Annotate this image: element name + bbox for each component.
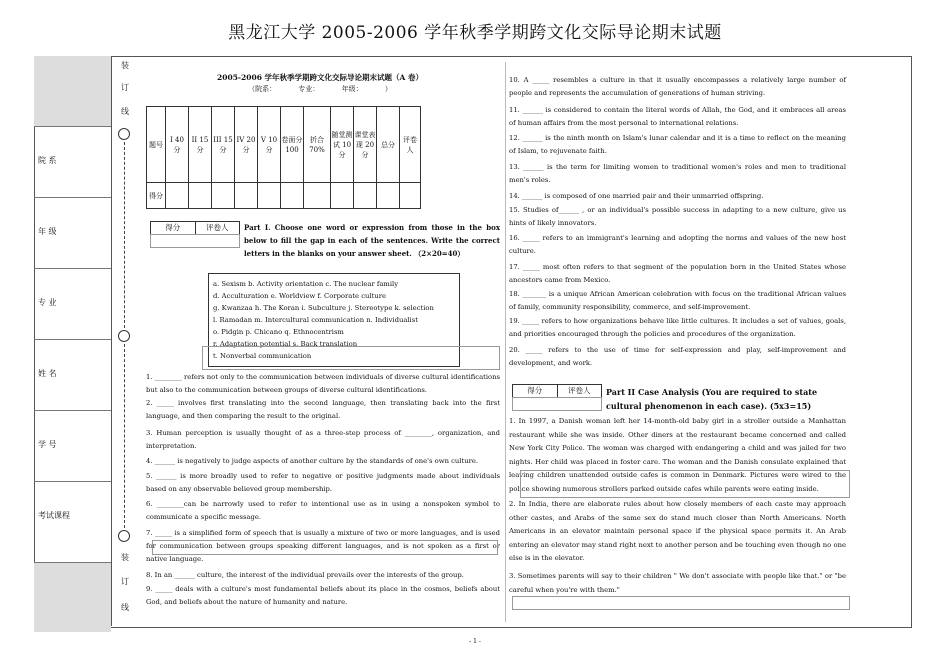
question-item: 8. In an ______ culture, the interest of the individual prevails over the interests of the group. bbox=[146, 571, 464, 579]
info-cell-course bbox=[34, 482, 111, 563]
info-cell-major bbox=[34, 269, 111, 340]
score-cell[interactable] bbox=[354, 183, 377, 209]
info-cell-blank bbox=[34, 56, 111, 127]
score-cell[interactable] bbox=[166, 183, 189, 209]
score-label: 得分 bbox=[513, 385, 558, 397]
score-cell[interactable] bbox=[189, 183, 212, 209]
question-item: 18. _______ is a unique African American celebration with focus on the traditional African values of family, community responsibility, commerce, and self-improvement. bbox=[509, 290, 846, 311]
score-cell[interactable] bbox=[377, 183, 400, 209]
score-cell[interactable] bbox=[400, 183, 421, 209]
close-paren: ） bbox=[384, 85, 392, 93]
score-cell[interactable] bbox=[235, 183, 258, 209]
info-cell-student-id bbox=[34, 411, 111, 482]
question-item: 4. ______ is negatively to judge aspects of another culture by the standards of one's own culture. bbox=[146, 457, 479, 465]
score-cell[interactable] bbox=[258, 183, 281, 209]
part2-instructions: Part II Case Analysis (You are required to state cultural phenomenon in each case). (5x3=15) bbox=[606, 387, 818, 411]
sheet-subtitle bbox=[150, 84, 490, 94]
question-item: 7. _____ is a simplified form of speech that is usually a mixture of two or more languages, and is used for communication between groups speaking different languages, and is not spoken as a first or native language. bbox=[146, 529, 500, 563]
word-line: l. Ramadan m. Intercultural communication n. Individualist bbox=[213, 316, 418, 324]
score-header: V 10 分 bbox=[258, 107, 281, 183]
student-info-column bbox=[34, 56, 112, 626]
score-header: IV 20 分 bbox=[235, 107, 258, 183]
binding-char: 订 bbox=[121, 577, 129, 586]
grade-label: 年级： bbox=[341, 85, 363, 93]
score-label: 得分 bbox=[151, 222, 196, 234]
score-row-label: 得分 bbox=[147, 183, 166, 209]
case-item: 3. Sometimes parents will say to their children " We don't associate with people like that." or "be careful when you're with them." bbox=[509, 572, 846, 594]
page-title: 黑龙江大学 2005-2006 学年秋季学期跨文化交际导论期末试题 bbox=[228, 23, 722, 43]
question-item: 9. _____ deals with a culture's most fundamental beliefs about its place in the cosmos, beliefs about God, and beliefs about the nature of humanity and nature. bbox=[146, 585, 500, 606]
question-item: 14. ______ is composed of one married pair and their unmarried offspring. bbox=[509, 192, 764, 200]
binding-hole-icon bbox=[118, 530, 130, 542]
column-divider bbox=[505, 62, 506, 622]
question-item: 19. _____ refers to how organizations behave like little cultures. It includes a set of values, goals, and priorities encouraged through the policies and procedures of the organization. bbox=[509, 317, 846, 338]
info-cell-blank-bottom bbox=[34, 563, 111, 632]
score-header: 折合 70% bbox=[304, 107, 331, 183]
score-header: 评卷人 bbox=[400, 107, 421, 183]
binding-hole-icon bbox=[118, 330, 130, 342]
binding-char: 线 bbox=[121, 603, 129, 612]
answer-box[interactable] bbox=[512, 596, 850, 610]
binding-dash bbox=[124, 142, 125, 328]
question-item: 13. ______ is the term for limiting women to traditional women's roles and men to traditional men's roles. bbox=[509, 163, 846, 184]
question-item: 12. ______ is the ninth month on Islam's lunar calendar and it is a time to reflect on the meaning of Islam, to rejuvenate faith. bbox=[509, 134, 846, 155]
binding-char: 线 bbox=[121, 107, 129, 116]
word-line: g. Kwanzaa h. The Koran i. Subculture j. Stereotype k. selection bbox=[213, 304, 434, 312]
score-header: 随堂测试 10 分 bbox=[331, 107, 354, 183]
info-label-course: 考试课程 bbox=[38, 511, 70, 520]
score-header: 总分 bbox=[377, 107, 400, 183]
question-item: 3. Human perception is usually thought of as a three-step process of ________, organization, and interpretation. bbox=[146, 429, 500, 450]
word-line: r. Adaptation potential s. Back translation bbox=[213, 340, 358, 348]
case-item: 1. In 1997, a Danish woman left her 14-month-old baby girl in a stroller outside a Manhattan restaurant while she was inside. Other diners at the restaurant became concerned and called New York City Police. The woman was charged with endangering a child and was jailed for two nights. Her child was placed in foster care. The woman and the Danish consulate explained that leaving children unattended outside cafes is common in Denmark. Pictures were wired to the police showing numerous strollers parked outside cafes while parents were eating inside. bbox=[509, 417, 846, 493]
score-cell[interactable] bbox=[331, 183, 354, 209]
score-header: II 15 分 bbox=[189, 107, 212, 183]
binding-line bbox=[118, 56, 132, 626]
question-item: 2. _____ involves first translating into the second language, then translating back into the first language, and then comparing the result to the original. bbox=[146, 399, 500, 420]
part1-grader-box bbox=[150, 221, 240, 235]
sheet-title: 2005-2006 学年秋季学期跨文化交际导论期末试题（A 卷） bbox=[217, 73, 423, 82]
part1-instructions: Part I. Choose one word or expression from those in the box below to fill the gap in each of the sentences. Write the correct letters in the blanks on your answer sheet. （2×20=40） bbox=[244, 223, 500, 258]
question-item: 11. ______ is considered to contain the literal words of Allah, the God, and it embraces all areas of human affairs from the most personal to international relations. bbox=[509, 106, 846, 127]
score-cell[interactable] bbox=[304, 183, 331, 209]
part2-grader-input[interactable] bbox=[512, 397, 602, 411]
grader-label: 评卷人 bbox=[568, 386, 591, 395]
binding-dash bbox=[124, 344, 125, 528]
case-item: 2. In India, there are elaborate rules about how closely members of each caste may approach other castes, and Arabs of the same sex do stand much closer than North Americans. North Americans in an elevator maintain personal space if the physical space permits it. An Arab entering an elevator may stand right next to another person and be touching even though no one else is in the elevator. bbox=[509, 500, 846, 563]
info-cell-name bbox=[34, 340, 111, 411]
info-label-student-id: 学 号 bbox=[38, 440, 57, 449]
question-item: 5. ______ is more broadly used to refer to negative or positive judgments made about individuals based on any observable believed group membership. bbox=[146, 472, 500, 493]
question-item: 10. A _____ resembles a culture in that it usually encompasses a relatively large number of people and represents the accumulation of generations of human striving. bbox=[509, 76, 846, 97]
score-header: 课堂表现 20 分 bbox=[354, 107, 377, 183]
question-item: 1. ________ refers not only to the communication between individuals of diverse cultural identifications but also to the communication between groups of diverse cultural identifications. bbox=[146, 373, 500, 394]
score-header: III 15 分 bbox=[212, 107, 235, 183]
score-header: 卷面分 100 bbox=[281, 107, 304, 183]
major-label: 专业： bbox=[298, 85, 320, 93]
question-item: 17. _____ most often refers to that segment of the population born in the United States whose ancestors came from Mexico. bbox=[509, 263, 846, 284]
grader-label: 评卷人 bbox=[206, 223, 229, 232]
question-item: 20. _____ refers to the use of time for self-expression and play, self-improvement and development, and work. bbox=[509, 346, 846, 367]
highlight-box bbox=[152, 540, 498, 555]
binding-hole-icon bbox=[118, 128, 130, 140]
info-label-major: 专 业 bbox=[38, 298, 57, 307]
question-item: 6. ________can be narrowly used to refer to intentional use as in using a nonspoken symbol to communicate a specific message. bbox=[146, 500, 500, 521]
word-line: a. Sexism b. Activity orientation c. The nuclear family bbox=[213, 280, 399, 288]
answer-box[interactable] bbox=[202, 346, 500, 370]
part2-grader-box bbox=[512, 384, 602, 398]
info-label-department: 院 系 bbox=[38, 156, 57, 165]
info-cell-department bbox=[34, 127, 111, 198]
page-number: - 1 - bbox=[469, 638, 481, 645]
question-item: 16. _____ refers to an immigrant's learning and adopting the norms and values of the new host culture. bbox=[509, 234, 846, 255]
info-label-name: 姓 名 bbox=[38, 369, 57, 378]
binding-char: 订 bbox=[121, 83, 129, 92]
score-header: I 40 分 bbox=[166, 107, 189, 183]
info-cell-grade bbox=[34, 198, 111, 269]
word-line: d. Acculturation e. Worldview f. Corporate culture bbox=[213, 292, 386, 300]
word-line: o. Pidgin p. Chicano q. Ethnocentrism bbox=[213, 328, 344, 336]
score-header: 题号 bbox=[147, 107, 166, 183]
score-cell[interactable] bbox=[281, 183, 304, 209]
binding-char: 装 bbox=[121, 553, 129, 562]
highlight-box bbox=[520, 470, 850, 498]
part1-grader-input[interactable] bbox=[150, 234, 240, 248]
dept-label: （院系： bbox=[248, 85, 277, 93]
binding-char: 装 bbox=[121, 61, 129, 70]
score-cell[interactable] bbox=[212, 183, 235, 209]
word-line: t. Nonverbal communication bbox=[213, 352, 312, 360]
info-label-grade: 年 级 bbox=[38, 227, 57, 236]
question-item: 15. Studies of______ , or an individual's possible success in adapting to a new culture, give us hints of likely innovators. bbox=[509, 206, 846, 227]
score-table bbox=[146, 106, 421, 209]
